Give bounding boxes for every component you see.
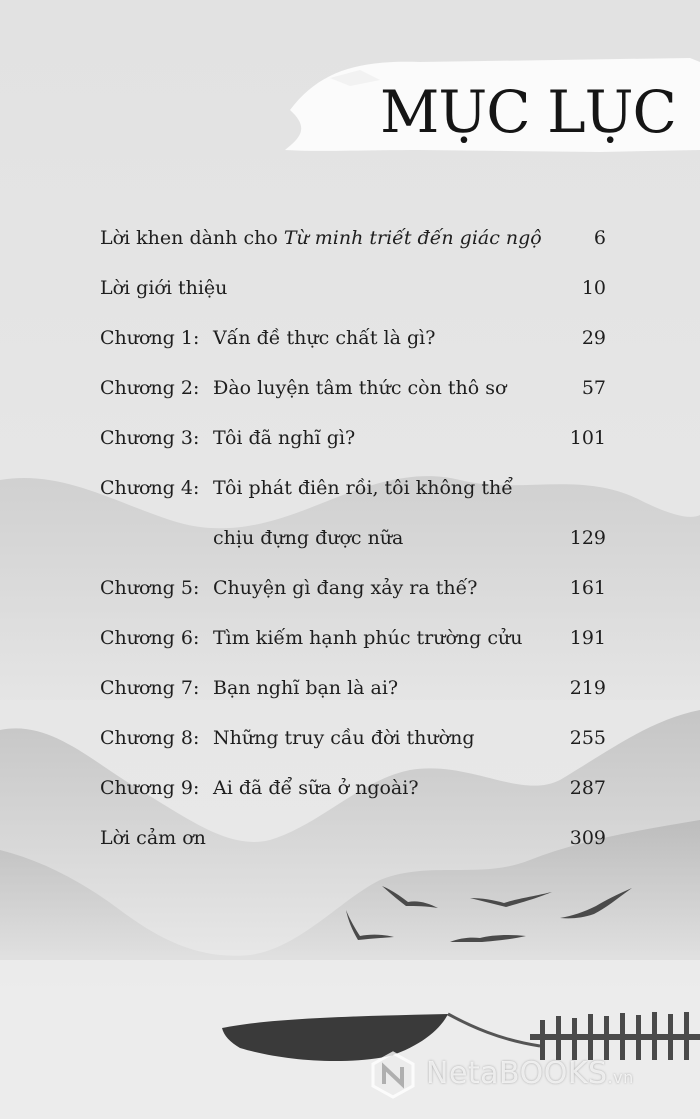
toc-entry-chapter-5[interactable] [100, 568, 610, 608]
chapter-label: Chương 2: [100, 377, 200, 399]
page-title: MỤC LỤC [380, 78, 676, 146]
chapter-title: Chuyện gì đang xảy ra thế? [213, 577, 478, 599]
chapter-label: Chương 3: [100, 427, 200, 449]
toc-entry-chapter-4-continued[interactable] [100, 518, 610, 558]
chapter-label: Chương 6: [100, 627, 200, 649]
toc-page-number: 6 [593, 227, 606, 249]
toc-page-number: 219 [569, 677, 606, 699]
book-logo-icon [368, 1050, 418, 1100]
chapter-label: Chương 9: [100, 777, 200, 799]
chapter-label: Chương 5: [100, 577, 200, 599]
toc-page-number: 191 [569, 627, 606, 649]
chapter-label: Chương 1: [100, 327, 200, 349]
chapter-title: Tôi phát điên rồi, tôi không thể [213, 477, 513, 499]
toc-entry-acknowledgements[interactable] [100, 818, 610, 858]
toc-entry-chapter-4[interactable] [100, 468, 610, 508]
toc-entry-chapter-9[interactable] [100, 768, 610, 808]
toc-entry-praise[interactable] [100, 218, 610, 258]
toc-entry-chapter-6[interactable] [100, 618, 610, 658]
watermark [368, 1048, 698, 1098]
toc-entry-chapter-7[interactable] [100, 668, 610, 708]
chapter-label: Chương 8: [100, 727, 200, 749]
chapter-title: Ai đã để sữa ở ngoài? [213, 777, 419, 799]
toc-entry-introduction[interactable] [100, 268, 610, 308]
book-title-italic: Từ minh triết đến giác ngộ [283, 227, 542, 249]
chapter-title: Đào luyện tâm thức còn thô sơ [213, 377, 507, 399]
chapter-title: Tôi đã nghĩ gì? [213, 427, 356, 449]
toc-page-number: 309 [569, 827, 606, 849]
toc-page-number: 57 [581, 377, 606, 399]
toc-entry-text: Lời cảm ơn [100, 827, 206, 849]
watermark-text: NetaBOOKS.vn [426, 1056, 634, 1091]
toc-entry-chapter-1[interactable] [100, 318, 610, 358]
title-area [380, 78, 676, 158]
toc-entry-chapter-3[interactable] [100, 418, 610, 458]
toc-page-number: 287 [569, 777, 606, 799]
toc-entry-chapter-8[interactable] [100, 718, 610, 758]
chapter-title-continued: chịu đựng được nữa [213, 527, 404, 549]
chapter-label: Chương 7: [100, 677, 200, 699]
chapter-title: Vấn đề thực chất là gì? [213, 327, 436, 349]
toc-entry-text: Lời khen dành cho Từ minh triết đến giác ngộ [100, 227, 542, 249]
chapter-title: Những truy cầu đời thường [213, 727, 475, 749]
toc-page-number: 129 [569, 527, 606, 549]
toc-page-number: 10 [581, 277, 606, 299]
toc-page-number: 101 [569, 427, 606, 449]
toc-entry-chapter-2[interactable] [100, 368, 610, 408]
toc-page-number: 161 [569, 577, 606, 599]
toc-page-number: 255 [569, 727, 606, 749]
toc-entry-text: Lời giới thiệu [100, 277, 228, 299]
chapter-title: Tìm kiếm hạnh phúc trường cửu [213, 627, 523, 649]
chapter-label: Chương 4: [100, 477, 200, 499]
toc-page-number: 29 [581, 327, 606, 349]
chapter-title: Bạn nghĩ bạn là ai? [213, 677, 399, 699]
